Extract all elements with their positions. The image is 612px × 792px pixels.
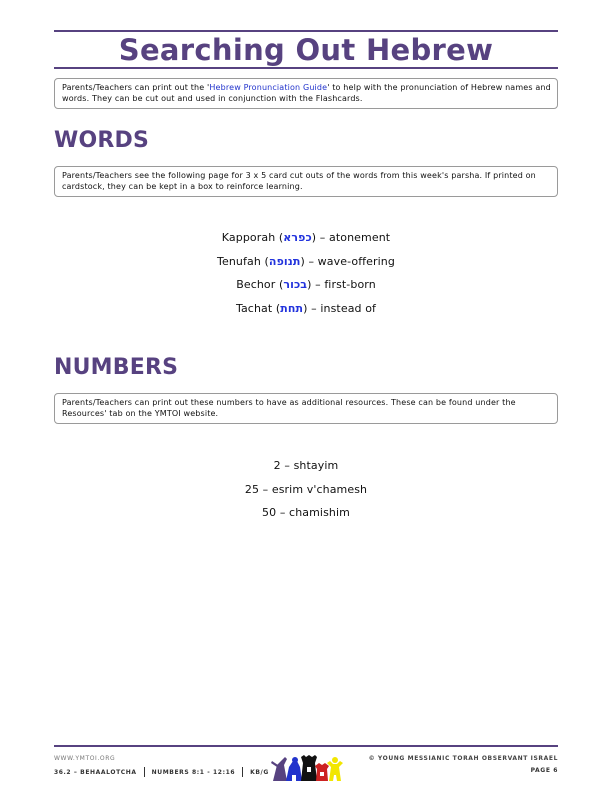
number-word: chamishim <box>289 506 350 519</box>
numbers-note-box <box>54 393 558 424</box>
intro-note-box <box>54 78 558 109</box>
footer-issue-info <box>54 767 269 777</box>
word-item: Tachat (תחת) – instead of <box>235 301 377 315</box>
header-rule-bottom <box>54 67 558 69</box>
number-value: 2 <box>273 459 281 472</box>
word-hebrew: כפרא <box>283 231 312 244</box>
number-word: shtayim <box>293 459 339 472</box>
footer-separator <box>242 767 243 777</box>
numbers-heading: NUMBERS <box>54 355 179 380</box>
word-item: Bechor (בכור) – first-born <box>236 278 376 291</box>
ymtoi-logo-icon <box>269 753 349 783</box>
word-meaning: wave-offering <box>317 254 395 268</box>
footer-page-number: PAGE 6 <box>530 767 558 774</box>
numbers-list <box>54 454 558 525</box>
word-item: Tenufah (תנופה) – wave-offering <box>217 254 395 268</box>
words-note-box <box>54 166 558 197</box>
number-value: 50 <box>262 506 277 519</box>
footer-level: KB/G <box>250 768 269 776</box>
intro-note-text-after: ' to help with the pronunciation of Hebrew names and words. They can be cut out and used in conjunction with the Flashcards. <box>62 83 551 103</box>
footer-copyright: © YOUNG MESSIANIC TORAH OBSERVANT ISRAEL <box>368 755 558 762</box>
page-title: Searching Out Hebrew <box>118 33 494 67</box>
pronunciation-guide-link[interactable]: Hebrew Pronunciation Guide <box>209 83 328 92</box>
word-transliteration: Tachat <box>235 301 273 315</box>
word-transliteration: Tenufah <box>217 254 261 268</box>
numbers-note-text: Parents/Teachers can print out these numbers to have as additional resources. These can be found under the Resources' tab on the YMTOI website. <box>62 398 516 418</box>
number-value: 25 <box>244 482 260 496</box>
footer-issue: 36.2 – BEHAALOTCHA <box>54 768 137 776</box>
words-list <box>54 226 558 320</box>
word-meaning: first-born <box>324 278 376 291</box>
word-meaning: atonement <box>328 231 391 244</box>
number-item: 50 – chamishim <box>262 506 350 519</box>
word-hebrew: בכור <box>283 278 308 291</box>
word-transliteration: Bechor <box>236 278 276 291</box>
word-item: Kapporah (כפרא) – atonement <box>221 231 391 244</box>
footer-scripture: NUMBERS 8:1 - 12:16 <box>151 768 236 776</box>
words-note-text: Parents/Teachers see the following page for 3 x 5 card cut outs of the words from this week's parsha. If printed on cardstock, they can be kept in a box to reinforce learning. <box>62 171 536 191</box>
intro-note-text-before: Parents/Teachers can print out the ' <box>62 83 210 92</box>
words-heading: WORDS <box>54 128 150 153</box>
word-meaning: instead of <box>320 301 377 315</box>
footer-separator <box>144 767 145 777</box>
footer-website[interactable]: WWW.YMTOI.ORG <box>54 755 116 762</box>
number-word: esrim v'chamesh <box>271 482 368 496</box>
number-item: 25 – esrim v'chamesh <box>244 482 368 496</box>
number-item: 2 – shtayim <box>273 459 339 472</box>
word-hebrew: תנופה <box>268 254 301 268</box>
word-hebrew: תחת <box>280 301 304 315</box>
word-transliteration: Kapporah <box>221 231 276 244</box>
footer-rule <box>54 745 558 747</box>
